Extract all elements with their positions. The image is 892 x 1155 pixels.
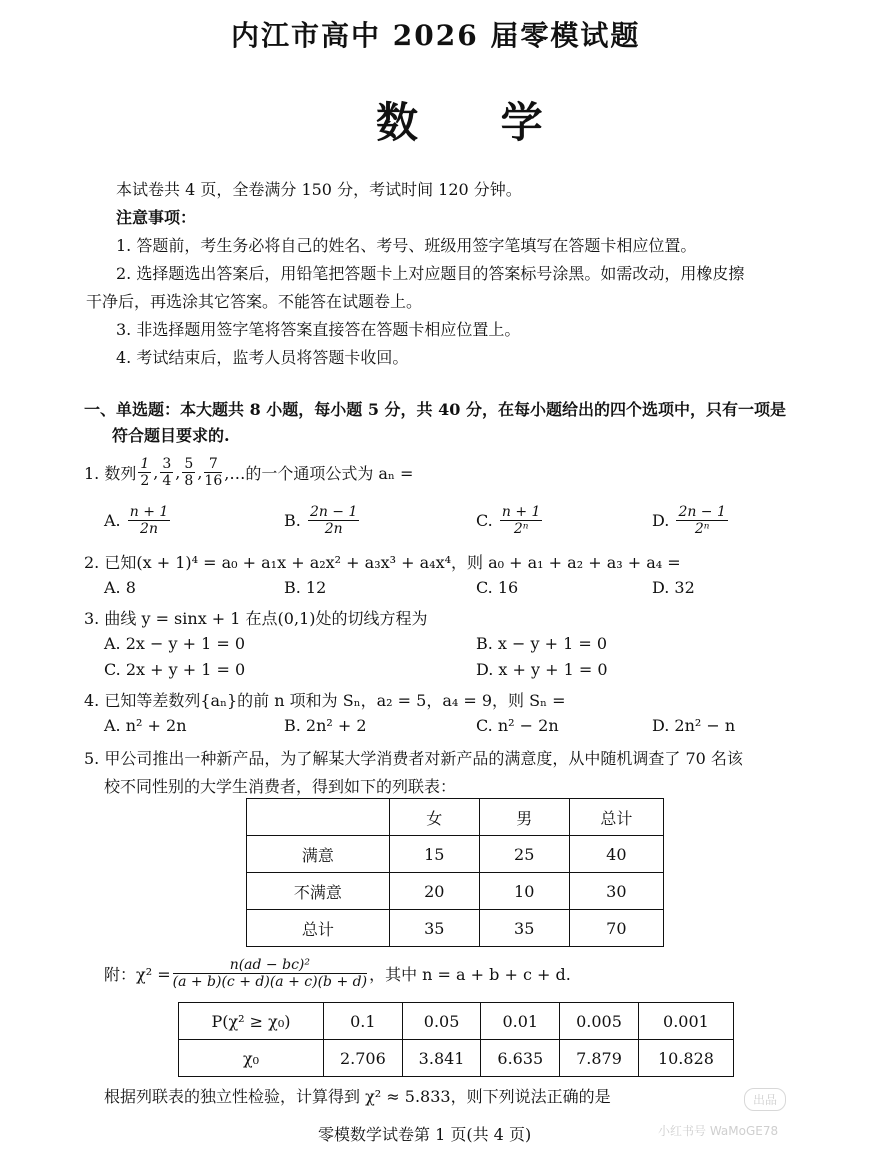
watermark-stamp: 出品 bbox=[744, 1088, 786, 1111]
table-row: P(χ² ≥ χ₀) 0.1 0.05 0.01 0.005 0.001 bbox=[179, 1003, 734, 1040]
page-footer: 零模数学试卷第 1 页(共 4 页) bbox=[318, 1125, 532, 1144]
question-5-stem-1: 5. 甲公司推出一种新产品，为了解某大学消费者对新产品的满意度，从中随机调查了 70 名该 bbox=[84, 749, 743, 768]
question-2-stem: 2. 已知(x + 1)⁴ = a₀ + a₁x + a₂x² + a₃x³ + a₄x⁴，则 a₀ + a₁ + a₂ + a₃ + a₄ = bbox=[84, 553, 681, 572]
q3-option-d: D. x + y + 1 = 0 bbox=[476, 660, 608, 679]
subject-title: 数 学 bbox=[376, 98, 577, 147]
notice-1: 1. 答题前，考生务必将自己的姓名、考号、班级用签字笔填写在答题卡相应位置。 bbox=[116, 236, 697, 255]
q2-option-c: C. 16 bbox=[476, 578, 519, 597]
q3-option-b: B. x − y + 1 = 0 bbox=[476, 634, 608, 653]
notice-2a: 2. 选择题选出答案后，用铅笔把答题卡上对应题目的答案标号涂黑。如需改动，用橡皮擦 bbox=[116, 264, 745, 283]
table-header-row: 女 男 总计 bbox=[247, 799, 664, 836]
q3-option-a: A. 2x − y + 1 = 0 bbox=[104, 634, 246, 653]
notice-3: 3. 非选择题用签字笔将答案直接答在答题卡相应位置上。 bbox=[116, 320, 521, 339]
section-heading: 一、单选题：本大题共 8 小题，每小题 5 分，共 40 分，在每小题给出的四个选项中，只有一项是 bbox=[84, 400, 786, 419]
contingency-table bbox=[246, 798, 664, 947]
q4-option-c: C. n² − 2n bbox=[476, 716, 559, 735]
table-row: 总计 35 35 70 bbox=[247, 910, 664, 947]
q2-option-b: B. 12 bbox=[284, 578, 327, 597]
question-5-tail: 根据列联表的独立性检验，计算得到 χ² ≈ 5.833，则下列说法正确的是 bbox=[104, 1087, 611, 1106]
notice-2b: 干净后，再选涂其它答案。不能答在试题卷上。 bbox=[86, 292, 423, 311]
exam-title: 内江市高中 2026 届零模试题 bbox=[231, 19, 641, 52]
q2-option-d: D. 32 bbox=[652, 578, 695, 597]
q1-term-4: $\frac{7}{16}$ bbox=[204, 455, 223, 489]
q1-suffix: ,…的一个通项公式为 aₙ = bbox=[224, 463, 414, 483]
question-3-stem: 3. 曲线 y = sinx + 1 在点(0,1)处的切线方程为 bbox=[84, 609, 428, 628]
q2-option-a: A. 8 bbox=[104, 578, 136, 597]
q1-option-b: B. $\frac{2n - 1}{2n}$ bbox=[284, 503, 358, 537]
q1-term-2: $\frac{3}{4}$ bbox=[162, 455, 172, 489]
q1-term-3: $\frac{5}{8}$ bbox=[184, 455, 194, 489]
q1-option-c: C. $\frac{n + 1}{\text{2ⁿ}}$ bbox=[476, 503, 541, 537]
question-4-stem: 4. 已知等差数列{aₙ}的前 n 项和为 Sₙ，a₂ = 5，a₄ = 9，则 Sₙ = bbox=[84, 691, 566, 710]
q4-option-b: B. 2n² + 2 bbox=[284, 716, 367, 735]
question-1-stem: 1. 数列 $\frac{1}{2}$ , $\frac{3}{4}$ , $\frac{5}{8}$ , $\frac{7}{16}$ ,…的一个通项公式为 aₙ = bbox=[84, 455, 414, 489]
q1-option-d: D. $\frac{2n - 1}{\text{2ⁿ}}$ bbox=[652, 503, 726, 537]
q4-option-a: A. n² + 2n bbox=[104, 716, 187, 735]
q4-option-d: D. 2n² − n bbox=[652, 716, 736, 735]
notice-title: 注意事项： bbox=[116, 208, 197, 227]
critical-value-table bbox=[178, 1002, 734, 1077]
table-row: 不满意 20 10 30 bbox=[247, 873, 664, 910]
question-5-stem-2: 校不同性别的大学生消费者，得到如下的列联表： bbox=[104, 777, 457, 796]
q1-option-a: A. $\frac{n + 1}{2n}$ bbox=[104, 503, 169, 537]
intro-line: 本试卷共 4 页，全卷满分 150 分，考试时间 120 分钟。 bbox=[116, 180, 522, 199]
watermark-text: 小红书号 WaMoGE78 bbox=[658, 1124, 779, 1138]
chi-square-fraction: $\frac{\text{n(ad − bc)²}}{(a + b)(c + d)(a + c)(b + d)}$ bbox=[172, 956, 368, 990]
formula-note: 附：χ² = $\frac{\text{n(ad − bc)²}}{(a + b)(c + d)(a + c)(b + d)}$ ，其中 n = a + b + c + d. bbox=[104, 956, 571, 990]
table-row: χ₀ 2.706 3.841 6.635 7.879 10.828 bbox=[179, 1040, 734, 1077]
table-row: 满意 15 25 40 bbox=[247, 836, 664, 873]
q1-prefix: 1. 数列 bbox=[84, 463, 137, 483]
section-heading-2: 符合题目要求的. bbox=[112, 426, 230, 445]
notice-4: 4. 考试结束后，监考人员将答题卡收回。 bbox=[116, 348, 409, 367]
q3-option-c: C. 2x + y + 1 = 0 bbox=[104, 660, 246, 679]
q1-term-1: $\frac{1}{2}$ bbox=[140, 455, 150, 489]
